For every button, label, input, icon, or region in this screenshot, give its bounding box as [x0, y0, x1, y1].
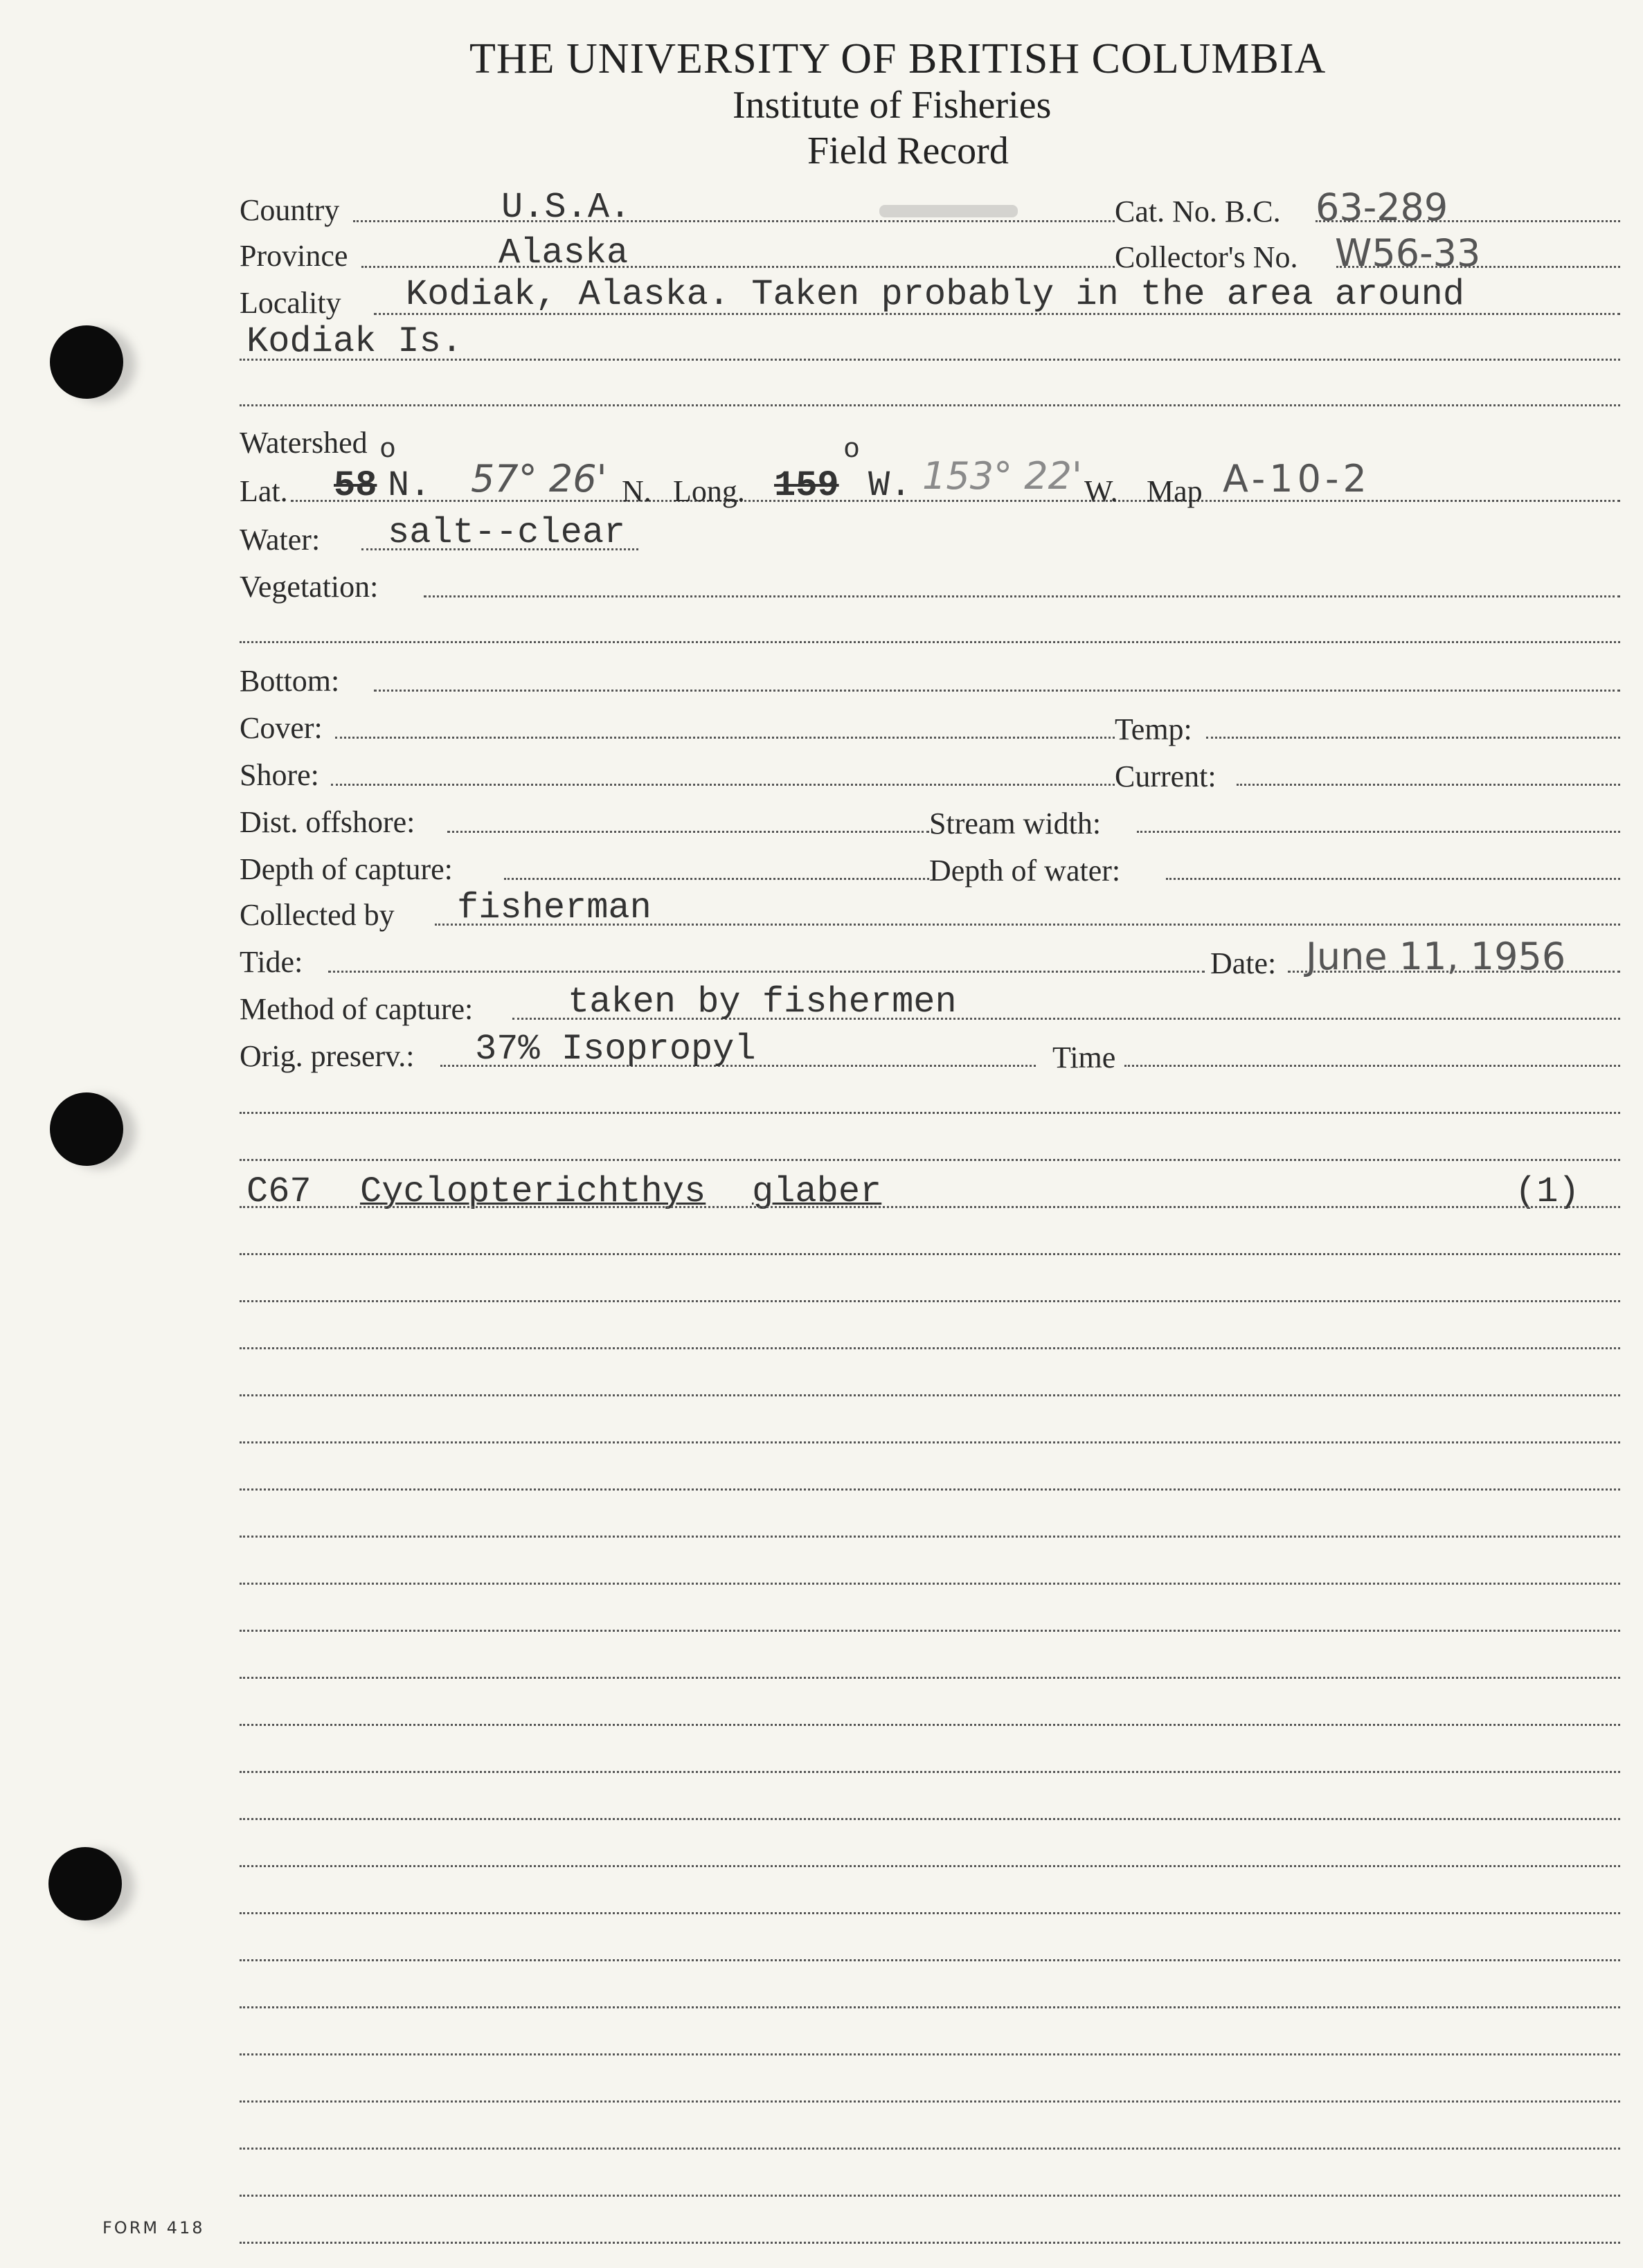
stream-width-field-line [1137, 831, 1620, 833]
specimen-genus: Cyclopterichthys [360, 1171, 706, 1212]
temp-field-line [1206, 737, 1620, 739]
blank-line [240, 1818, 1620, 1820]
collected-by-value: fisherman [457, 888, 652, 928]
specimen-species: glaber [752, 1171, 882, 1212]
map-label: Map [1147, 474, 1203, 508]
blank-line [240, 2053, 1620, 2055]
blank-line [240, 1912, 1620, 1914]
shore-label: Shore: [240, 758, 319, 792]
long-label: Long. [673, 474, 745, 508]
province-field-line [361, 266, 1115, 268]
date-value: June 11, 1956 [1306, 935, 1566, 978]
blank-line [240, 1583, 1620, 1585]
cat-no-label: Cat. No. B.C. [1115, 195, 1281, 228]
lat-degree-mark: o [379, 435, 397, 466]
current-label: Current: [1115, 759, 1216, 793]
province-label: Province [240, 239, 348, 273]
tide-field-line [328, 971, 1205, 973]
locality-value-line-2: Kodiak Is. [246, 321, 463, 362]
stream-width-label: Stream width: [929, 807, 1102, 840]
punch-hole-bottom [48, 1847, 122, 1920]
temp-label: Temp: [1115, 712, 1192, 746]
watershed-label: Watershed [240, 426, 368, 460]
long-handwritten-value: 153° 22' [922, 454, 1082, 498]
collected-by-label: Collected by [240, 898, 395, 932]
locality-field-line-3 [240, 404, 1620, 406]
lat-n-label: N. [622, 474, 652, 508]
current-field-line [1237, 784, 1620, 786]
blank-line [240, 2242, 1620, 2244]
locality-label: Locality [240, 286, 341, 320]
blank-line [240, 1771, 1620, 1773]
blank-line [240, 1677, 1620, 1679]
blank-line [240, 1300, 1620, 1302]
blank-line [240, 1159, 1620, 1161]
long-typed-w: W. [868, 465, 912, 506]
record-type-title: Field Record [807, 129, 1009, 172]
blank-line [240, 1112, 1620, 1114]
blank-line [240, 1394, 1620, 1396]
blank-line [240, 2006, 1620, 2008]
blank-line [240, 1630, 1620, 1632]
date-label: Date: [1210, 946, 1277, 980]
depth-capture-field-line [504, 878, 929, 880]
blank-line [240, 2195, 1620, 2197]
university-title: THE UNIVERSITY OF BRITISH COLUMBIA [469, 35, 1327, 82]
long-degree-mark: o [843, 435, 861, 466]
province-value: Alaska [499, 233, 629, 273]
institute-title: Institute of Fisheries [733, 84, 1052, 127]
depth-water-label: Depth of water: [929, 854, 1121, 888]
specimen-code: C67 [246, 1171, 312, 1212]
method-label: Method of capture: [240, 992, 474, 1026]
blank-line [240, 1253, 1620, 1255]
lat-struck-value: 58 [334, 465, 377, 506]
country-value: U.S.A. [501, 187, 631, 228]
dist-offshore-label: Dist. offshore: [240, 805, 415, 839]
blank-line [240, 1536, 1620, 1538]
depth-capture-label: Depth of capture: [240, 852, 453, 886]
lat-label: Lat. [240, 474, 288, 508]
vegetation-field-line-2 [240, 641, 1620, 643]
vegetation-field-line [424, 595, 1620, 597]
collectors-no-label: Collector's No. [1115, 240, 1298, 274]
time-field-line [1124, 1065, 1620, 1067]
lat-handwritten-value: 57° 26' [471, 457, 607, 501]
time-label: Time [1052, 1041, 1116, 1074]
long-struck-value: 159 [774, 465, 839, 506]
form-number: FORM 418 [102, 2218, 205, 2238]
tide-label: Tide: [240, 945, 303, 979]
cover-label: Cover: [240, 711, 323, 745]
punch-hole-middle [50, 1092, 123, 1166]
dist-offshore-field-line [447, 831, 929, 833]
method-value: taken by fishermen [568, 982, 957, 1023]
shore-field-line [331, 784, 1115, 786]
map-value: A-10-2 [1223, 457, 1371, 501]
long-w-label: W. [1084, 474, 1118, 508]
locality-value-line-1: Kodiak, Alaska. Taken probably in the area around [406, 274, 1465, 315]
blank-line [240, 1441, 1620, 1443]
blank-line [240, 1959, 1620, 1961]
collectors-no-value: W56-33 [1335, 231, 1481, 275]
punch-hole-top [50, 325, 123, 399]
bottom-field-line [374, 690, 1620, 692]
country-label: Country [240, 193, 340, 227]
blank-line [240, 1865, 1620, 1867]
blank-line [240, 1724, 1620, 1726]
orig-preserv-value: 37% Isopropyl [475, 1029, 756, 1070]
water-value: salt--clear [388, 512, 626, 553]
blank-line [240, 2148, 1620, 2150]
bottom-label: Bottom: [240, 664, 340, 698]
country-field-line [353, 220, 1115, 222]
specimen-count: (1) [1515, 1171, 1580, 1212]
blank-line [240, 1488, 1620, 1491]
lat-typed-n: N. [388, 465, 431, 506]
orig-preserv-label: Orig. preserv.: [240, 1039, 415, 1073]
water-label: Water: [240, 523, 321, 557]
depth-water-field-line [1166, 878, 1620, 880]
blank-line [240, 1347, 1620, 1349]
cat-no-value: 63-289 [1316, 186, 1448, 229]
smudge-mark [879, 205, 1018, 217]
vegetation-label: Vegetation: [240, 570, 379, 604]
specimen-line [240, 1206, 1620, 1208]
blank-line [240, 2100, 1620, 2103]
cover-field-line [335, 737, 1115, 739]
